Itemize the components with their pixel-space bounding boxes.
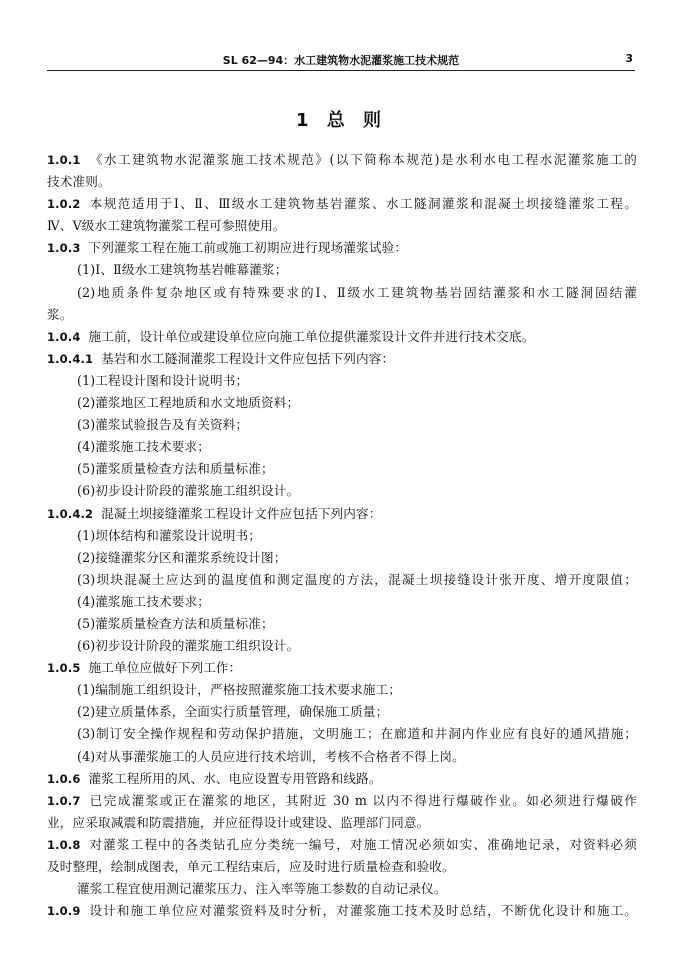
page-number: 3	[625, 52, 633, 65]
clause-text: 施工单位应做好下列工作：	[88, 660, 242, 676]
text-line	[47, 436, 637, 458]
clause-number: 1.0.6	[47, 771, 81, 786]
clause-text: (4)灌浆施工技术要求；	[77, 439, 210, 455]
text-line	[47, 414, 637, 436]
clause-text: 业，应采取减震和防震措施，并应征得设计或建设、监理部门同意。	[47, 814, 430, 830]
text-line	[47, 834, 637, 856]
clause-text: (5)灌浆质量检查方法和质量标准；	[77, 461, 274, 477]
clause-text: 混凝土坝接缝灌浆工程设计文件应包括下列内容：	[101, 505, 382, 521]
clause-text: Ⅳ、Ⅴ级水工建筑物灌浆工程可参照使用。	[47, 218, 286, 234]
clause-text: 浆。	[47, 306, 73, 322]
text-line	[47, 215, 637, 237]
text-line	[47, 392, 637, 414]
clause-number: 1.0.7	[47, 793, 81, 808]
clause-number: 1.0.5	[47, 661, 81, 676]
clause-text: 及时整理，绘制成图表，单元工程结束后，应及时进行质量检查和验收。	[47, 859, 455, 874]
clause-text: 灌浆工程所用的风、水、电应设置专用管路和线路。	[88, 770, 382, 786]
text-line	[47, 259, 637, 281]
text-line	[47, 635, 637, 657]
text-line	[47, 480, 637, 502]
clause-text: (1)工程设计图和设计说明书；	[77, 372, 249, 388]
text-line	[47, 304, 637, 326]
running-header	[47, 50, 635, 71]
clause-text: (2)地质条件复杂地区或有特殊要求的Ⅰ、Ⅱ级水工建筑物基岩固结灌浆和水工隧洞固结灌	[77, 284, 637, 300]
clause-text: (3)制订安全操作规程和劳动保护措施，文明施工；在廊道和井洞内作业应有良好的通风措施；	[77, 726, 637, 742]
text-line	[47, 458, 637, 480]
text-line	[47, 237, 637, 259]
clause-text: (3)灌浆试验报告及有关资料；	[77, 417, 249, 433]
clause-text: (2)建立质量体系，全面实行质量管理，确保施工质量；	[77, 704, 389, 720]
clause-text: 施工前，设计单位或建设单位应向施工单位提供灌浆设计文件并进行技术交底。	[88, 328, 535, 344]
clause-text: 下列灌浆工程在施工前或施工初期应进行现场灌浆试验：	[88, 240, 408, 256]
text-line	[47, 900, 637, 922]
text-line	[47, 657, 637, 679]
clause-text: 设计和施工单位应对灌浆资料及时分析，对灌浆施工技术及时总结，不断优化设计和施工。	[88, 903, 637, 919]
clause-text: 本规范适用于Ⅰ、Ⅱ、Ⅲ级水工建筑物基岩灌浆、水工隧洞灌浆和混凝土坝接缝灌浆工程。	[88, 196, 637, 212]
text-line	[47, 326, 637, 348]
text-line	[47, 348, 637, 370]
text-line	[47, 193, 637, 215]
text-line	[47, 525, 637, 547]
clause-text: (6)初步设计阶段的灌浆施工组织设计。	[77, 638, 300, 654]
text-line	[47, 878, 637, 900]
text-line	[47, 149, 637, 171]
text-line	[47, 679, 637, 701]
clause-text: (4)灌浆施工技术要求；	[77, 593, 210, 609]
clause-text: (4)对从事灌浆施工的人员应进行技术培训，考核不合格者不得上岗。	[77, 748, 465, 764]
clause-text: 《水工建筑物水泥灌浆施工技术规范》(以下简称本规范)是水利水电工程水泥灌浆施工的	[88, 152, 637, 167]
text-line	[47, 569, 637, 591]
clause-text: (3)坝块混凝土应达到的温度值和测定温度的方法，混凝土坝接缝设计张开度、增开度限值；	[77, 571, 637, 587]
clause-number: 1.0.4	[47, 329, 81, 344]
clause-number: 1.0.9	[47, 904, 81, 919]
document-body	[47, 149, 637, 922]
clause-text: 基岩和水工隧洞灌浆工程设计文件应包括下列内容：	[101, 350, 395, 366]
clause-number: 1.0.8	[47, 837, 81, 852]
text-line	[47, 856, 637, 878]
text-line	[47, 812, 637, 834]
clause-text: 已完成灌浆或正在灌浆的地区，其附近 30 m 以内不得进行爆破作业。如必须进行爆破作	[88, 792, 637, 808]
text-line	[47, 746, 637, 768]
clause-number: 1.0.4.2	[47, 506, 94, 521]
clause-text: (6)初步设计阶段的灌浆施工组织设计。	[77, 483, 300, 499]
clause-text: (1)Ⅰ、Ⅱ级水工建筑物基岩帷幕灌浆；	[77, 262, 288, 278]
clause-text: (5)灌浆质量检查方法和质量标准；	[77, 615, 274, 631]
clause-number: 1.0.3	[47, 241, 81, 256]
text-line	[47, 503, 637, 525]
text-line	[47, 723, 637, 745]
text-line	[47, 768, 637, 790]
text-line	[47, 547, 637, 569]
clause-text: 技术准则。	[47, 174, 111, 190]
text-line	[47, 282, 637, 304]
clause-text: (1)编制施工组织设计，严格按照灌浆施工技术要求施工；	[77, 682, 402, 698]
clause-text: 灌浆工程宜使用测记灌浆压力、注入率等施工参数的自动记录仪。	[77, 881, 447, 897]
text-line	[47, 370, 637, 392]
text-line	[47, 701, 637, 723]
clause-text: (1)坝体结构和灌浆设计说明书；	[77, 527, 261, 543]
chapter-title: 1 总 则	[295, 110, 388, 131]
clause-number: 1.0.2	[47, 197, 81, 212]
clause-text: (2)接缝灌浆分区和灌浆系统设计图；	[77, 549, 287, 565]
text-line	[47, 591, 637, 613]
clause-number: 1.0.1	[47, 153, 81, 167]
running-header-title: SL 62—94：水工建筑物水泥灌浆施工技术规范	[222, 54, 460, 67]
text-line	[47, 790, 637, 812]
clause-text: (2)灌浆地区工程地质和水文地质资料；	[77, 395, 300, 411]
clause-number: 1.0.4.1	[47, 351, 94, 366]
text-line	[47, 613, 637, 635]
clause-text: 对灌浆工程中的各类钻孔应分类统一编号，对施工情况必须如实、准确地记录，对资料必须	[88, 836, 637, 852]
text-line	[47, 171, 637, 193]
